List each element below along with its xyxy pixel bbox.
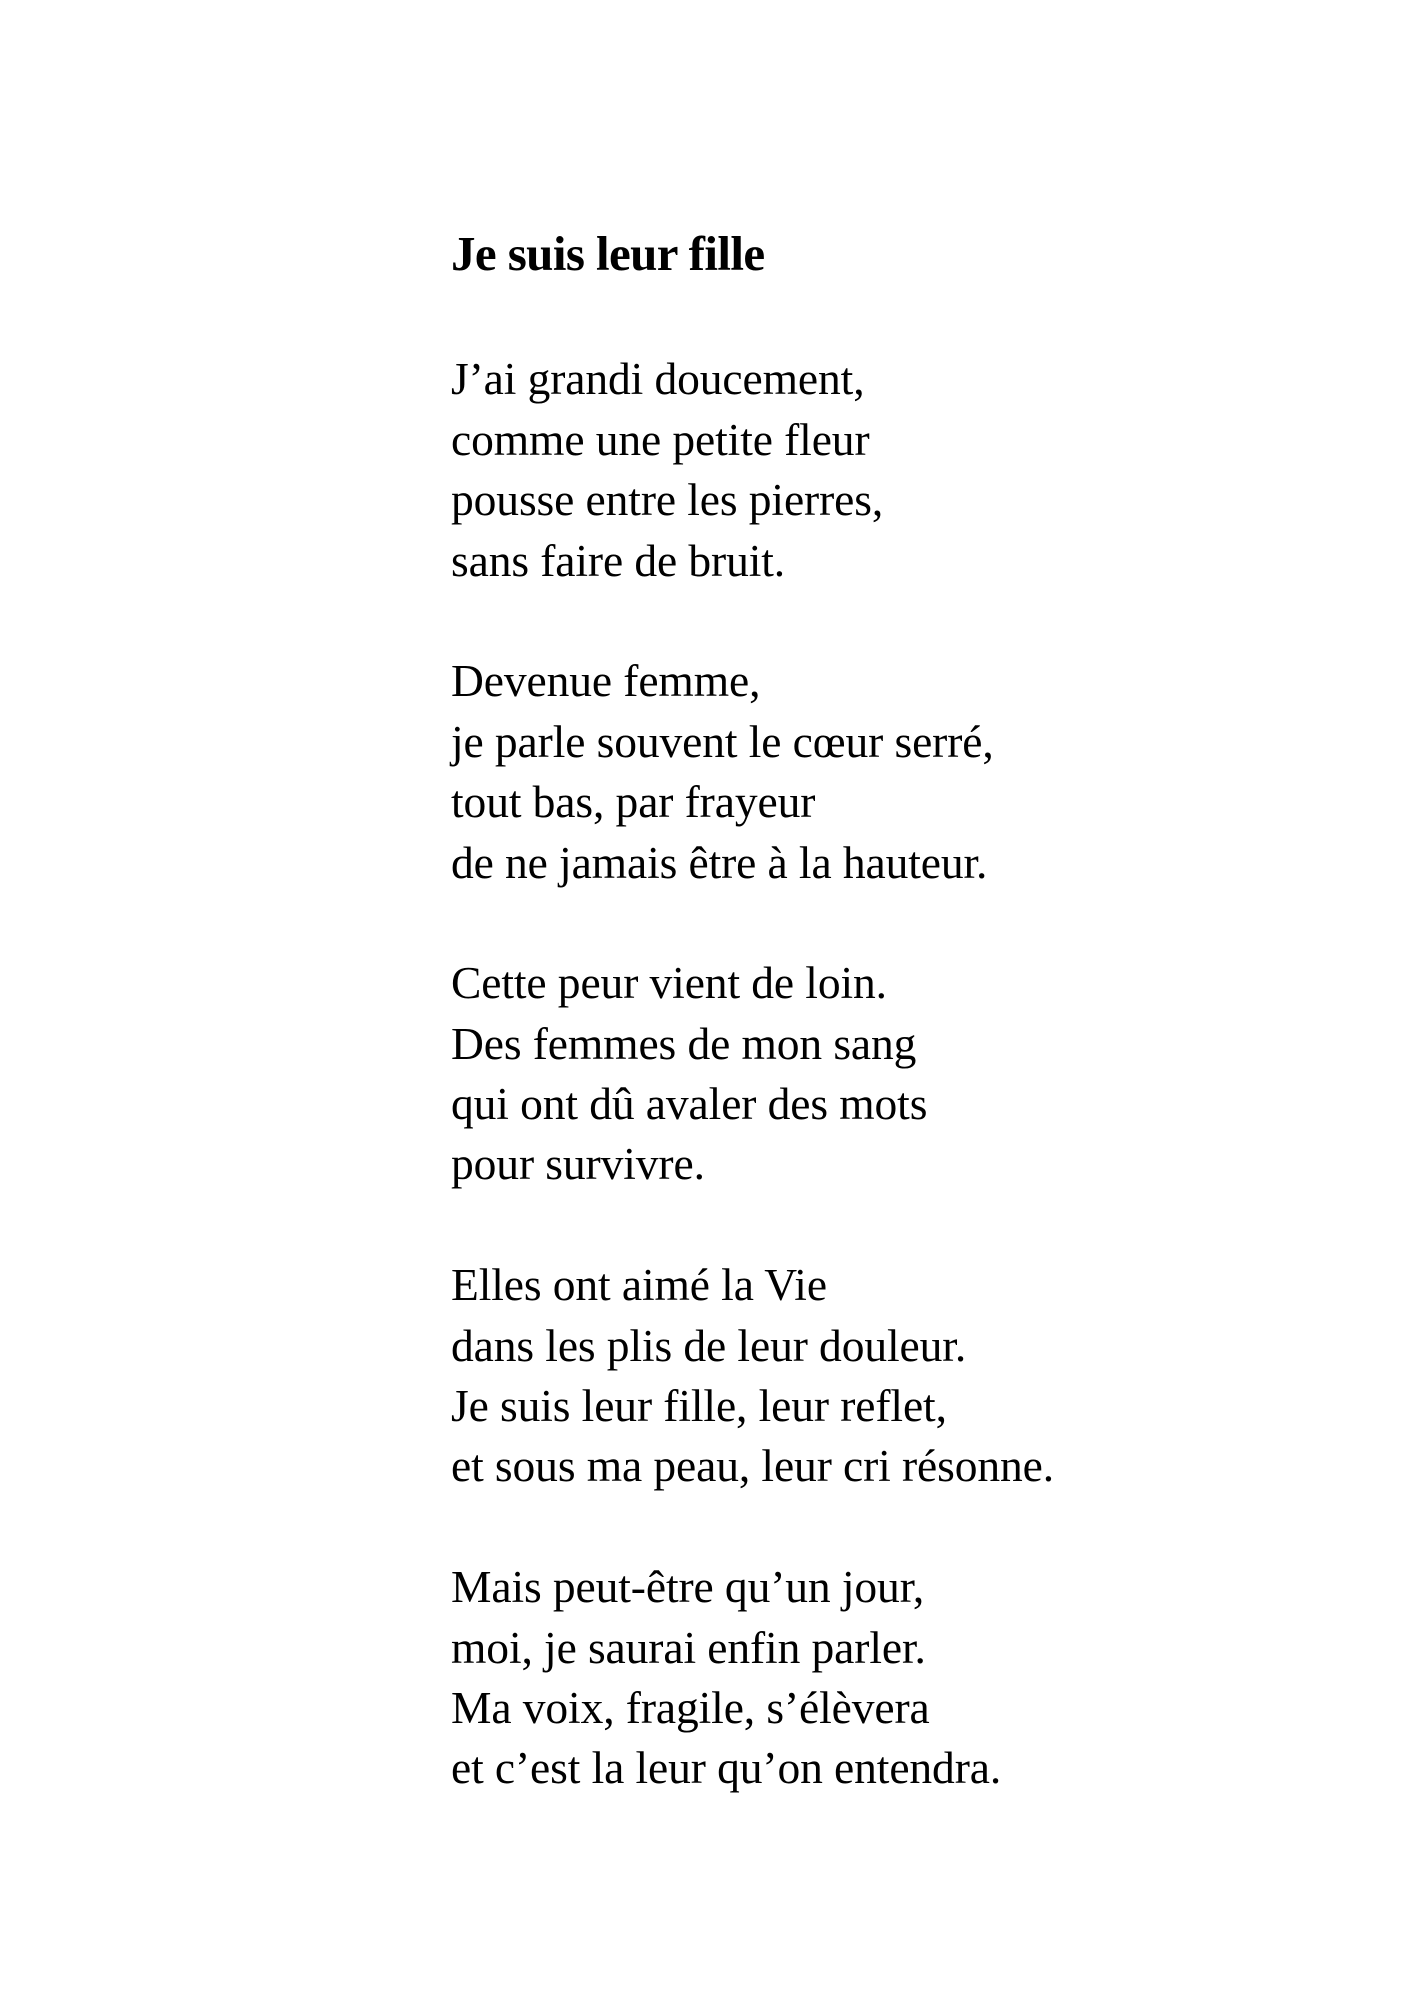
verse-line: moi, je saurai enfin parler. [451, 1621, 926, 1673]
verse-line: pousse entre les pierres, [451, 474, 884, 526]
verse-line: et c’est la leur qu’on entendra. [451, 1742, 1002, 1794]
verse-line: tout bas, par frayeur [451, 776, 816, 828]
poem [451, 224, 1351, 1794]
verse-line: pour survivre. [451, 1138, 705, 1190]
verse-line: Cette peur vient de loin. [451, 957, 887, 1009]
stanza-5 [451, 1557, 1054, 1799]
verse-line: sans faire de bruit. [451, 534, 786, 586]
verse-line: Ma voix, fragile, s’élèvera [451, 1681, 930, 1733]
verse-line: Elles ont aimé la Vie [451, 1259, 827, 1311]
verse-line: dans les plis de leur douleur. [451, 1319, 967, 1371]
verse-line: comme une petite fleur [451, 413, 870, 465]
poem-title: Je suis leur fille [451, 226, 765, 281]
verse-line: je parle souvent le cœur serré, [451, 715, 994, 767]
verse-line: et sous ma peau, leur cri résonne. [451, 1440, 1055, 1492]
stanza-2 [451, 651, 1054, 893]
verse-line: Devenue femme, [451, 655, 761, 707]
verse-line: Je suis leur fille, leur reflet, [451, 1380, 947, 1432]
stanza-4 [451, 1255, 1054, 1497]
verse-line: J’ai grandi doucement, [451, 353, 865, 405]
verse-line: de ne jamais être à la hauteur. [451, 836, 988, 888]
verse-line: Des femmes de mon sang [451, 1017, 917, 1069]
stanza-1 [451, 349, 1054, 591]
verse-line: Mais peut-être qu’un jour, [451, 1561, 925, 1613]
stanza-3 [451, 953, 1054, 1195]
verse-line: qui ont dû avaler des mots [451, 1078, 928, 1130]
poem-body [451, 349, 1054, 1859]
